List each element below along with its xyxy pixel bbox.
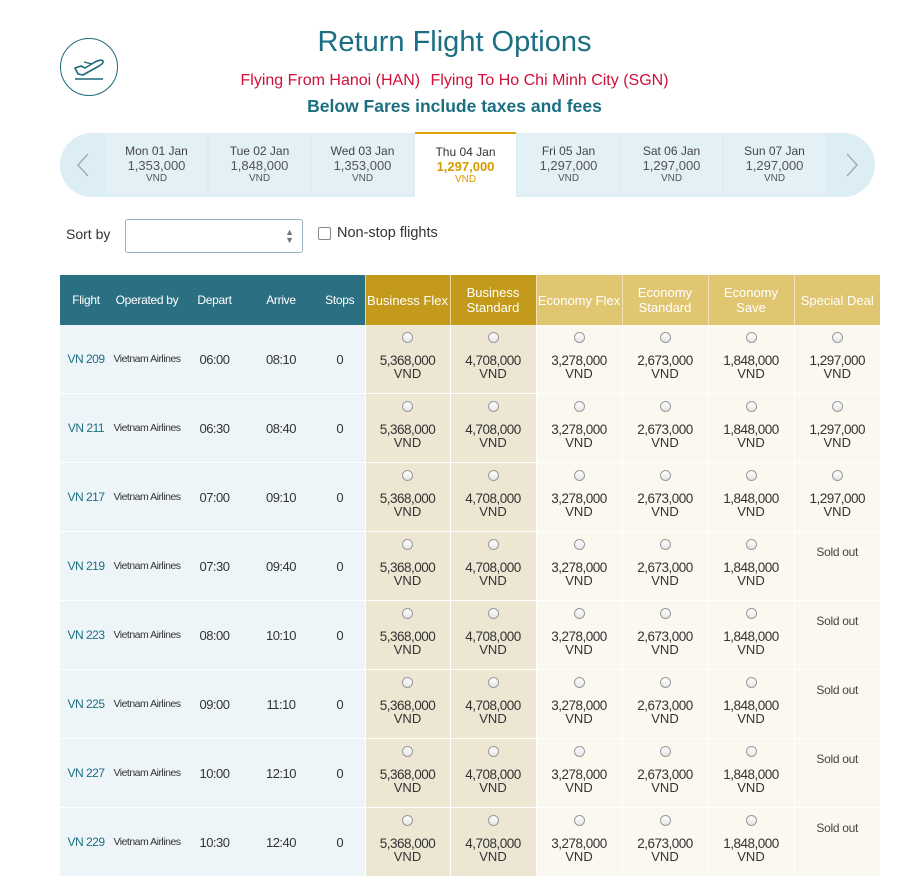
operator: Vietnam Airlines: [112, 601, 182, 670]
operator: Vietnam Airlines: [112, 739, 182, 808]
fare-radio[interactable]: [574, 815, 585, 826]
fare-cell[interactable]: [708, 532, 794, 601]
fare-price: 4,708,000: [465, 698, 521, 713]
flight-number[interactable]: VN 211: [60, 394, 112, 463]
fare-radio[interactable]: [574, 677, 585, 688]
fare-cell[interactable]: [365, 463, 450, 532]
fare-cell[interactable]: [536, 739, 622, 808]
fare-radio[interactable]: [574, 608, 585, 619]
flight-row: [60, 670, 880, 739]
fare-radio[interactable]: [488, 539, 499, 550]
fare-cell[interactable]: [622, 739, 708, 808]
arrive-time: 11:10: [247, 670, 315, 739]
fare-radio[interactable]: [746, 401, 757, 412]
fare-currency: VND: [823, 366, 851, 381]
fare-cell[interactable]: [708, 808, 794, 877]
fare-radio[interactable]: [488, 401, 499, 412]
date-price: 1,353,000: [333, 158, 392, 173]
fare-radio[interactable]: [832, 401, 843, 412]
fare-currency: VND: [479, 642, 507, 657]
date-currency: VND: [454, 174, 477, 185]
table-header-row: [60, 275, 880, 325]
fare-cell[interactable]: [794, 325, 880, 394]
fare-price: 5,368,000: [379, 353, 436, 368]
fare-currency: VND: [393, 780, 422, 795]
fare-radio[interactable]: [402, 539, 413, 550]
fare-currency: VND: [393, 435, 422, 450]
origin-text: Flying From Hanoi (HAN): [240, 72, 421, 89]
date-price: 1,297,000: [436, 159, 495, 174]
flight-row: [60, 325, 880, 394]
nonstop-filter[interactable]: [318, 225, 438, 241]
fare-price: 5,368,000: [379, 698, 436, 713]
arrive-time: 08:10: [247, 325, 315, 394]
date-option[interactable]: [415, 132, 516, 198]
fare-radio[interactable]: [660, 608, 671, 619]
fare-cell[interactable]: [622, 670, 708, 739]
fare-cell[interactable]: [365, 325, 450, 394]
fare-price: 1,848,000: [723, 836, 779, 851]
fare-price: 1,297,000: [809, 353, 866, 368]
fare-currency: VND: [565, 780, 593, 795]
fare-currency: VND: [479, 504, 507, 519]
fare-price: 2,673,000: [637, 629, 693, 644]
fare-price: 1,297,000: [809, 491, 866, 506]
date-price: 1,297,000: [642, 158, 701, 173]
fare-cell[interactable]: [450, 739, 536, 808]
date-label: Wed 03 Jan: [330, 144, 395, 158]
col-arrive[interactable]: Arrive: [247, 275, 315, 325]
fare-radio[interactable]: [660, 332, 671, 343]
fare-radio[interactable]: [488, 470, 499, 481]
fare-currency: VND: [737, 849, 765, 864]
nonstop-checkbox[interactable]: [318, 227, 331, 240]
fare-currency: VND: [651, 849, 679, 864]
fare-radio[interactable]: [660, 746, 671, 757]
fare-currency: VND: [393, 366, 422, 381]
depart-time: 07:00: [182, 463, 247, 532]
date-option[interactable]: [106, 133, 207, 195]
fare-price: 4,708,000: [465, 836, 521, 851]
fare-currency: VND: [479, 573, 507, 588]
fare-cell[interactable]: [794, 394, 880, 463]
fare-radio[interactable]: [488, 746, 499, 757]
flight-number[interactable]: VN 219: [60, 532, 112, 601]
col-operated-by: Operated by: [112, 275, 182, 325]
fare-currency: VND: [479, 849, 507, 864]
fare-price: 4,708,000: [465, 422, 521, 437]
fare-price: 5,368,000: [379, 629, 436, 644]
fare-cell[interactable]: [708, 670, 794, 739]
operator: Vietnam Airlines: [112, 670, 182, 739]
fare-price: 1,848,000: [723, 629, 779, 644]
fare-cell[interactable]: [365, 739, 450, 808]
select-arrows-icon: ▲ ▼: [285, 227, 294, 245]
fare-currency: VND: [479, 711, 507, 726]
fare-price: 5,368,000: [379, 836, 436, 851]
depart-time: 08:00: [182, 601, 247, 670]
fare-radio[interactable]: [746, 677, 757, 688]
fare-radio[interactable]: [660, 815, 671, 826]
fare-radio[interactable]: [402, 746, 413, 757]
stops-count: 0: [315, 739, 365, 808]
fare-price: 5,368,000: [379, 491, 436, 506]
fare-price: 3,278,000: [551, 491, 607, 506]
fare-radio[interactable]: [402, 401, 413, 412]
sort-label: Sort by: [66, 226, 111, 242]
fare-cell-sold-out: [794, 739, 880, 808]
fare-cell[interactable]: [708, 463, 794, 532]
fare-price: 4,708,000: [465, 767, 521, 782]
stops-count: 0: [315, 394, 365, 463]
date-currency: VND: [248, 173, 271, 184]
fare-price: 4,708,000: [465, 353, 521, 368]
fare-price: 5,368,000: [379, 560, 436, 575]
fare-radio[interactable]: [402, 608, 413, 619]
date-currency: VND: [145, 173, 168, 184]
fare-radio[interactable]: [660, 470, 671, 481]
stops-count: 0: [315, 601, 365, 670]
chevron-right-icon: [845, 152, 859, 178]
fare-cell[interactable]: [708, 601, 794, 670]
date-currency: VND: [557, 173, 580, 184]
fare-radio[interactable]: [660, 401, 671, 412]
operator: Vietnam Airlines: [112, 808, 182, 877]
fare-radio[interactable]: [832, 332, 843, 343]
fare-currency: VND: [823, 504, 851, 519]
stops-count: 0: [315, 325, 365, 394]
fare-cell[interactable]: [622, 325, 708, 394]
fare-cell[interactable]: [450, 532, 536, 601]
fare-cell[interactable]: [365, 532, 450, 601]
fare-cell[interactable]: [622, 601, 708, 670]
fare-price: 4,708,000: [465, 560, 521, 575]
fare-cell[interactable]: [622, 394, 708, 463]
fare-price: 2,673,000: [637, 422, 693, 437]
operator: Vietnam Airlines: [112, 325, 182, 394]
flight-row: [60, 808, 880, 877]
date-price: 1,297,000: [745, 158, 804, 173]
fare-cell-sold-out: [794, 601, 880, 670]
sort-select[interactable]: [125, 219, 303, 253]
fare-cell[interactable]: [450, 463, 536, 532]
col-economy-standard[interactable]: Economy Standard: [622, 275, 708, 325]
sold-out-label: Sold out: [816, 821, 859, 835]
fare-radio[interactable]: [574, 332, 585, 343]
fare-radio[interactable]: [746, 539, 757, 550]
fare-price: 2,673,000: [637, 698, 693, 713]
fare-currency: VND: [479, 780, 507, 795]
fare-cell-sold-out: [794, 532, 880, 601]
col-flight: Flight: [60, 275, 112, 325]
fare-radio[interactable]: [574, 539, 585, 550]
fare-price: 3,278,000: [551, 629, 607, 644]
fare-cell-sold-out: [794, 670, 880, 739]
flight-number[interactable]: VN 223: [60, 601, 112, 670]
fare-currency: VND: [393, 642, 422, 657]
flight-number[interactable]: VN 209: [60, 325, 112, 394]
operator: Vietnam Airlines: [112, 394, 182, 463]
fare-currency: VND: [565, 711, 593, 726]
date-price: 1,848,000: [230, 158, 289, 173]
fare-radio[interactable]: [660, 677, 671, 688]
date-label: Sat 06 Jan: [642, 144, 701, 158]
fare-cell[interactable]: [622, 532, 708, 601]
page-title: Return Flight Options: [317, 26, 592, 58]
fare-currency: VND: [651, 780, 679, 795]
date-option[interactable]: [518, 133, 619, 195]
fare-cell[interactable]: [708, 394, 794, 463]
flight-row: [60, 463, 880, 532]
fare-cell[interactable]: [365, 808, 450, 877]
fare-price: 3,278,000: [551, 560, 607, 575]
col-business-standard[interactable]: Business Standard: [450, 275, 536, 325]
flight-number[interactable]: VN 229: [60, 808, 112, 877]
fare-cell[interactable]: [365, 601, 450, 670]
date-label: Thu 04 Jan: [435, 145, 496, 159]
fare-cell[interactable]: [450, 670, 536, 739]
depart-time: 06:30: [182, 394, 247, 463]
fare-price: 2,673,000: [637, 491, 693, 506]
fare-cell[interactable]: [708, 739, 794, 808]
stops-count: 0: [315, 532, 365, 601]
fare-cell[interactable]: [450, 325, 536, 394]
fare-cell[interactable]: [365, 670, 450, 739]
fare-radio[interactable]: [402, 332, 413, 343]
fare-cell[interactable]: [794, 463, 880, 532]
date-option[interactable]: [312, 133, 413, 195]
fare-currency: VND: [737, 435, 765, 450]
fare-price: 1,848,000: [723, 422, 779, 437]
fare-currency: VND: [565, 504, 593, 519]
fare-radio[interactable]: [574, 746, 585, 757]
fare-currency: VND: [393, 711, 422, 726]
date-currency: VND: [351, 173, 374, 184]
fare-cell[interactable]: [536, 394, 622, 463]
fare-currency: VND: [737, 573, 765, 588]
flight-number[interactable]: VN 217: [60, 463, 112, 532]
fare-price: 3,278,000: [551, 698, 607, 713]
date-option[interactable]: [209, 133, 310, 195]
fare-radio[interactable]: [574, 401, 585, 412]
arrive-time: 09:40: [247, 532, 315, 601]
fare-radio[interactable]: [746, 815, 757, 826]
fare-currency: VND: [651, 642, 679, 657]
fare-currency: VND: [737, 504, 765, 519]
date-option[interactable]: [724, 133, 825, 195]
fare-currency: VND: [565, 573, 593, 588]
fare-price: 1,848,000: [723, 491, 779, 506]
flight-row: [60, 532, 880, 601]
fare-cell[interactable]: [450, 808, 536, 877]
fare-currency: VND: [565, 435, 593, 450]
fare-price: 5,368,000: [379, 767, 436, 782]
operator: Vietnam Airlines: [112, 463, 182, 532]
date-selector: [60, 133, 875, 197]
depart-time: 10:00: [182, 739, 247, 808]
route-info: [0, 72, 909, 90]
fare-price: 1,848,000: [723, 353, 779, 368]
fare-radio[interactable]: [746, 470, 757, 481]
date-option[interactable]: [621, 133, 722, 195]
fare-currency: VND: [479, 435, 507, 450]
fare-radio[interactable]: [402, 470, 413, 481]
arrive-time: 09:10: [247, 463, 315, 532]
col-economy-save[interactable]: Economy Save: [708, 275, 794, 325]
fare-cell[interactable]: [450, 394, 536, 463]
fare-price: 3,278,000: [551, 836, 607, 851]
date-label: Tue 02 Jan: [229, 144, 290, 158]
fare-radio[interactable]: [402, 815, 413, 826]
arrive-time: 12:10: [247, 739, 315, 808]
fare-price: 2,673,000: [637, 353, 693, 368]
fare-currency: VND: [479, 366, 507, 381]
col-economy-flex[interactable]: Economy Flex: [536, 275, 622, 325]
sold-out-label: Sold out: [816, 752, 859, 766]
fare-radio[interactable]: [746, 746, 757, 757]
sold-out-label: Sold out: [816, 683, 859, 697]
depart-time: 06:00: [182, 325, 247, 394]
fare-radio[interactable]: [574, 470, 585, 481]
fare-price: 1,848,000: [723, 767, 779, 782]
fare-currency: VND: [393, 573, 422, 588]
arrive-time: 10:10: [247, 601, 315, 670]
date-price: 1,353,000: [127, 158, 186, 173]
stops-count: 0: [315, 670, 365, 739]
fare-radio[interactable]: [402, 677, 413, 688]
fare-price: 2,673,000: [637, 560, 693, 575]
flight-number[interactable]: VN 225: [60, 670, 112, 739]
fare-cell[interactable]: [365, 394, 450, 463]
fare-price: 3,278,000: [551, 353, 607, 368]
arrive-time: 08:40: [247, 394, 315, 463]
fare-currency: VND: [737, 642, 765, 657]
depart-time: 10:30: [182, 808, 247, 877]
fare-cell[interactable]: [536, 532, 622, 601]
fare-currency: VND: [823, 435, 851, 450]
fare-currency: VND: [651, 711, 679, 726]
fare-radio[interactable]: [660, 539, 671, 550]
fare-currency: VND: [565, 849, 593, 864]
fare-price: 2,673,000: [637, 836, 693, 851]
fare-radio[interactable]: [488, 815, 499, 826]
fare-currency: VND: [565, 642, 593, 657]
fare-cell[interactable]: [622, 808, 708, 877]
fare-currency: VND: [565, 366, 593, 381]
flight-row: [60, 394, 880, 463]
flight-row: [60, 739, 880, 808]
date-currency: VND: [763, 173, 786, 184]
fare-currency: VND: [737, 711, 765, 726]
fare-cell[interactable]: [708, 325, 794, 394]
date-label: Mon 01 Jan: [125, 144, 188, 158]
fare-price: 2,673,000: [637, 767, 693, 782]
fare-radio[interactable]: [488, 608, 499, 619]
fare-radio[interactable]: [746, 608, 757, 619]
fare-price: 1,848,000: [723, 698, 779, 713]
depart-time: 09:00: [182, 670, 247, 739]
fare-currency: VND: [651, 573, 679, 588]
sold-out-label: Sold out: [816, 545, 859, 559]
fare-cell[interactable]: [536, 808, 622, 877]
stops-count: 0: [315, 808, 365, 877]
fare-price: 1,297,000: [809, 422, 866, 437]
fare-cell[interactable]: [536, 325, 622, 394]
fare-currency: VND: [651, 504, 679, 519]
col-special-deal[interactable]: Special Deal: [794, 275, 880, 325]
fare-currency: VND: [651, 366, 679, 381]
fare-cell-sold-out: [794, 808, 880, 877]
fare-cell[interactable]: [450, 601, 536, 670]
fare-currency: VND: [651, 435, 679, 450]
fare-price: 4,708,000: [465, 629, 521, 644]
fare-price: 5,368,000: [379, 422, 436, 437]
date-price: 1,297,000: [539, 158, 598, 173]
flight-row: [60, 601, 880, 670]
fares-note: Below Fares include taxes and fees: [307, 96, 602, 116]
fare-price: 3,278,000: [551, 422, 607, 437]
fare-radio[interactable]: [746, 332, 757, 343]
fare-cell[interactable]: [536, 601, 622, 670]
flight-number[interactable]: VN 227: [60, 739, 112, 808]
operator: Vietnam Airlines: [112, 532, 182, 601]
fare-radio[interactable]: [832, 470, 843, 481]
prev-dates-button[interactable]: [60, 133, 106, 197]
fare-currency: VND: [393, 504, 422, 519]
col-depart[interactable]: Depart: [182, 275, 247, 325]
fare-currency: VND: [737, 366, 765, 381]
date-currency: VND: [660, 173, 683, 184]
fare-cell[interactable]: [622, 463, 708, 532]
col-stops: Stops: [315, 275, 365, 325]
nonstop-label: Non-stop flights: [337, 225, 438, 241]
fare-currency: VND: [393, 849, 422, 864]
flights-table: [60, 275, 880, 877]
fare-price: 1,848,000: [723, 560, 779, 575]
destination-text: Flying To Ho Chi Minh City (SGN): [430, 72, 669, 89]
sold-out-label: Sold out: [816, 614, 859, 628]
col-business-flex[interactable]: Business Flex: [365, 275, 450, 325]
date-label: Fri 05 Jan: [541, 144, 596, 158]
chevron-left-icon: [76, 152, 90, 178]
date-label: Sun 07 Jan: [744, 144, 805, 158]
stops-count: 0: [315, 463, 365, 532]
fare-cell[interactable]: [536, 670, 622, 739]
next-dates-button[interactable]: [829, 133, 875, 197]
fare-currency: VND: [737, 780, 765, 795]
fare-price: 4,708,000: [465, 491, 521, 506]
fare-price: 3,278,000: [551, 767, 607, 782]
fare-radio[interactable]: [488, 677, 499, 688]
fare-cell[interactable]: [536, 463, 622, 532]
arrive-time: 12:40: [247, 808, 315, 877]
depart-time: 07:30: [182, 532, 247, 601]
fare-radio[interactable]: [488, 332, 499, 343]
